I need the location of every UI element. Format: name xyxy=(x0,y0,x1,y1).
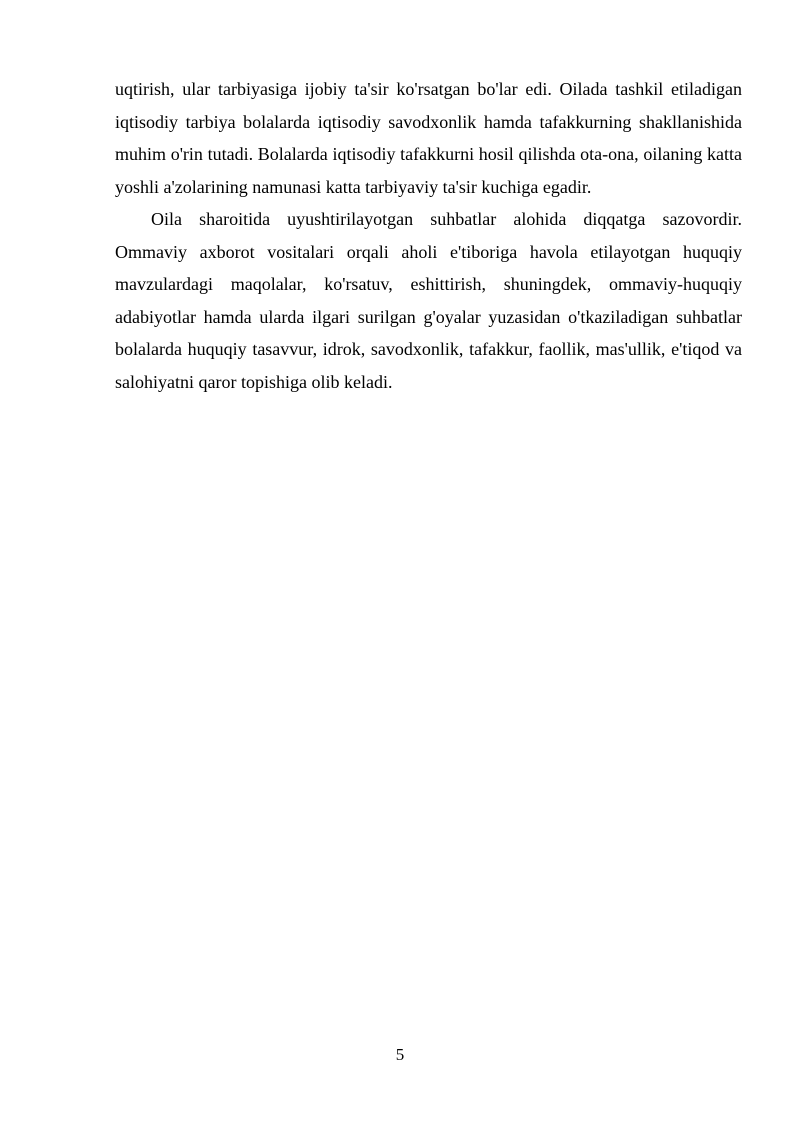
body-text xyxy=(115,73,742,398)
paragraph: Oila sharoitida uyushtirilayotgan suhbatlar alohida diqqatga sazovordir. Ommaviy axborot vositalari orqali aholi e'tiboriga havola etilayotgan huquqiy mavzulardagi maqolalar, ko'rsatuv, eshittirish, shuningdek, ommaviy-huquqiy adabiyotlar hamda ularda ilgari surilgan g'oyalar yuzasidan o'tkaziladigan suhbatlar bolalarda huquqiy tasavvur, idrok, savodxonlik, tafakkur, faollik, mas'ullik, e'tiqod va salohiyatni qaror topishiga olib keladi. xyxy=(115,209,742,392)
page-number: 5 xyxy=(395,1045,405,1064)
paragraph-continued: uqtirish, ular tarbiyasiga ijobiy ta'sir ko'rsatgan bo'lar edi. Oilada tashkil etiladigan iqtisodiy tarbiya bolalarda iqtisodiy savodxonlik hamda tafakkurning shakllanishida muhim o'rin tutadi. Bolalarda iqtisodiy tafakkurni hosil qilishda ota-ona, oilaning katta yoshli a'zolarining namunasi katta tarbiyaviy ta'sir kuchiga egadir. xyxy=(115,79,742,197)
